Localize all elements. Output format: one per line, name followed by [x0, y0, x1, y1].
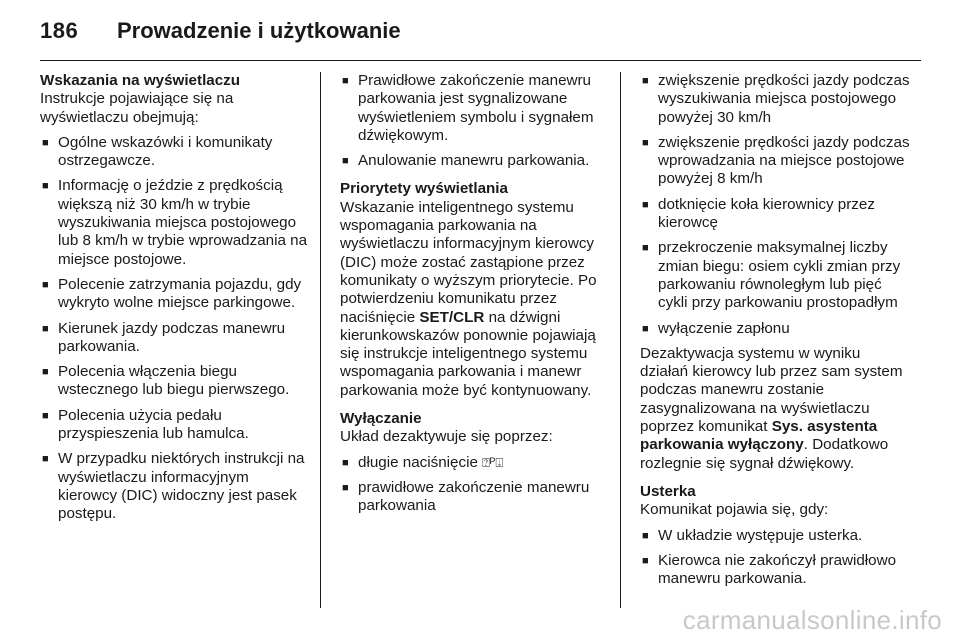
park-assist-button-icon: ⍰ᴾ⍗ — [482, 454, 504, 470]
list-item: ■ Polecenia użycia pedału przyspieszenia lub hamulca. — [42, 406, 249, 443]
list-item: ■ zwiększenie prędkości jazdy podczas wprowadzania na miejsce postojowe powyżej 8 km/h — [642, 133, 910, 188]
bullet-icon: ■ — [642, 75, 649, 87]
bullet-icon: ■ — [42, 136, 49, 149]
fault-list — [640, 527, 912, 589]
list-item: ■ Informację o jeździe z prędkością większą niż 30 km/h w trybie wyszukiwania miejsca postojowego lub 8 km/h w trybie wprowadzania na miejsce postojowe. — [42, 177, 308, 268]
list-item: ■ W przypadku niektórych instrukcji na wyświetlaczu informacyjnym kierowcy (DIC) widoczny jest pasek postępu. — [42, 450, 305, 523]
deactivation-list — [640, 72, 912, 338]
bullet-icon: ■ — [42, 453, 49, 466]
bullet-icon: ■ — [342, 155, 349, 168]
bullet-icon: ■ — [42, 180, 49, 193]
section-title-fault: Usterka — [640, 482, 696, 500]
list-item: ■ W układzie występuje usterka. — [642, 526, 863, 544]
list-item: ■ zwiększenie prędkości jazdy podczas wyszukiwania miejsca postojowego powyżej 30 km/h — [642, 72, 910, 126]
bullet-icon: ■ — [642, 242, 649, 255]
bullet-icon: ■ — [42, 322, 49, 335]
column-2 — [340, 72, 610, 516]
bullet-icon: ■ — [342, 456, 349, 469]
page-number: 186 — [40, 18, 79, 43]
list-item: ■ Kierowca nie zakończył prawidłowo manewru parkowania. — [642, 551, 897, 588]
list-item: ■ Anulowanie manewru parkowania. — [342, 152, 590, 170]
list-item: ■ Ogólne wskazówki i komunikaty ostrzegawcze. — [42, 133, 273, 170]
list-item: ■ długie naciśnięcie ⍰ᴾ⍗ — [342, 453, 504, 471]
list-item: ■ prawidłowe zakończenie manewru parkowania — [342, 478, 590, 515]
deactivation-text: Dezaktywacja systemu w wyniku działań kierowcy lub przez sam system podczas manewru zostanie zasygnalizowana na wyświetlaczu poprzez komunikat Sys. asystenta parkowania wyłączony. Dodatkowo rozlegnie się sygnał dźwiękowy. — [640, 344, 903, 472]
column-1 — [40, 72, 312, 524]
deactivation-message: Sys. asystenta parkowania wyłączony — [640, 418, 878, 454]
list-item: ■ przekroczenie maksymalnej liczby zmian biegu: osiem cykli zmian przy parkowaniu równoległym lub pięć cykli przy parkowaniu prostopadłym — [642, 239, 901, 312]
bullet-icon: ■ — [642, 198, 649, 211]
bullet-icon: ■ — [342, 481, 349, 494]
watermark: carmanualsonline.info — [682, 605, 942, 635]
page-title: Prowadzenie i użytkowanie — [117, 18, 401, 43]
column-3 — [640, 72, 912, 588]
set-clr-key: SET/CLR — [419, 308, 485, 326]
column-divider — [620, 72, 621, 608]
bullet-icon: ■ — [642, 136, 649, 149]
bullet-icon: ■ — [642, 529, 649, 542]
section-title-display: Wskazania na wyświetlaczu — [40, 72, 241, 89]
section-title-priority: Priorytety wyświetlania — [340, 180, 508, 198]
list-item: ■ Polecenia włączenia biegu wstecznego lub biegu pierwszego. — [42, 363, 290, 399]
display-list — [40, 134, 312, 524]
bullet-icon: ■ — [642, 322, 649, 335]
list-item: ■ Polecenie zatrzymania pojazdu, gdy wykryto wolne miejsce parkingowe. — [42, 275, 302, 312]
display-intro: Instrukcje pojawiające się na wyświetlaczu obejmują: — [40, 90, 234, 126]
bullet-icon: ■ — [642, 554, 649, 567]
column-divider — [320, 72, 321, 608]
list-item: ■ dotknięcie koła kierownicy przez kierowcę — [642, 195, 875, 232]
fault-intro: Komunikat pojawia się, gdy: — [640, 501, 829, 519]
list-item: ■ Kierunek jazdy podczas manewru parkowania. — [42, 319, 286, 355]
bullet-icon: ■ — [42, 366, 49, 379]
completion-list — [340, 72, 610, 170]
page-header — [0, 0, 960, 60]
header-rule — [40, 60, 921, 61]
section-title-off: Wyłączanie — [340, 410, 422, 428]
bullet-icon: ■ — [42, 409, 49, 422]
bullet-icon: ■ — [42, 278, 49, 291]
bullet-icon: ■ — [342, 75, 349, 87]
list-item: ■ Prawidłowe zakończenie manewru parkowania jest sygnalizowane wyświetleniem symbolu i sygnałem dźwiękowym. — [342, 72, 594, 144]
list-item: ■ wyłączenie zapłonu — [642, 319, 790, 337]
priority-text: Wskazanie inteligentnego systemu wspomagania parkowania na wyświetlaczu informacyjnym kierowcy (DIC) może zostać zastąpione przez komunikaty o wyższym priorytecie. Po potwierdzeniu komunikatu przez naciśnięcie SET/CLR na dźwigni kierunkowskazów ponownie pojawiają się instrukcje inteligentnego systemu wspomagania parkowania i manewr parkowania może być kontynuowany. — [340, 198, 597, 399]
off-list — [340, 454, 610, 516]
off-intro: Układ dezaktywuje się poprzez: — [340, 428, 553, 446]
